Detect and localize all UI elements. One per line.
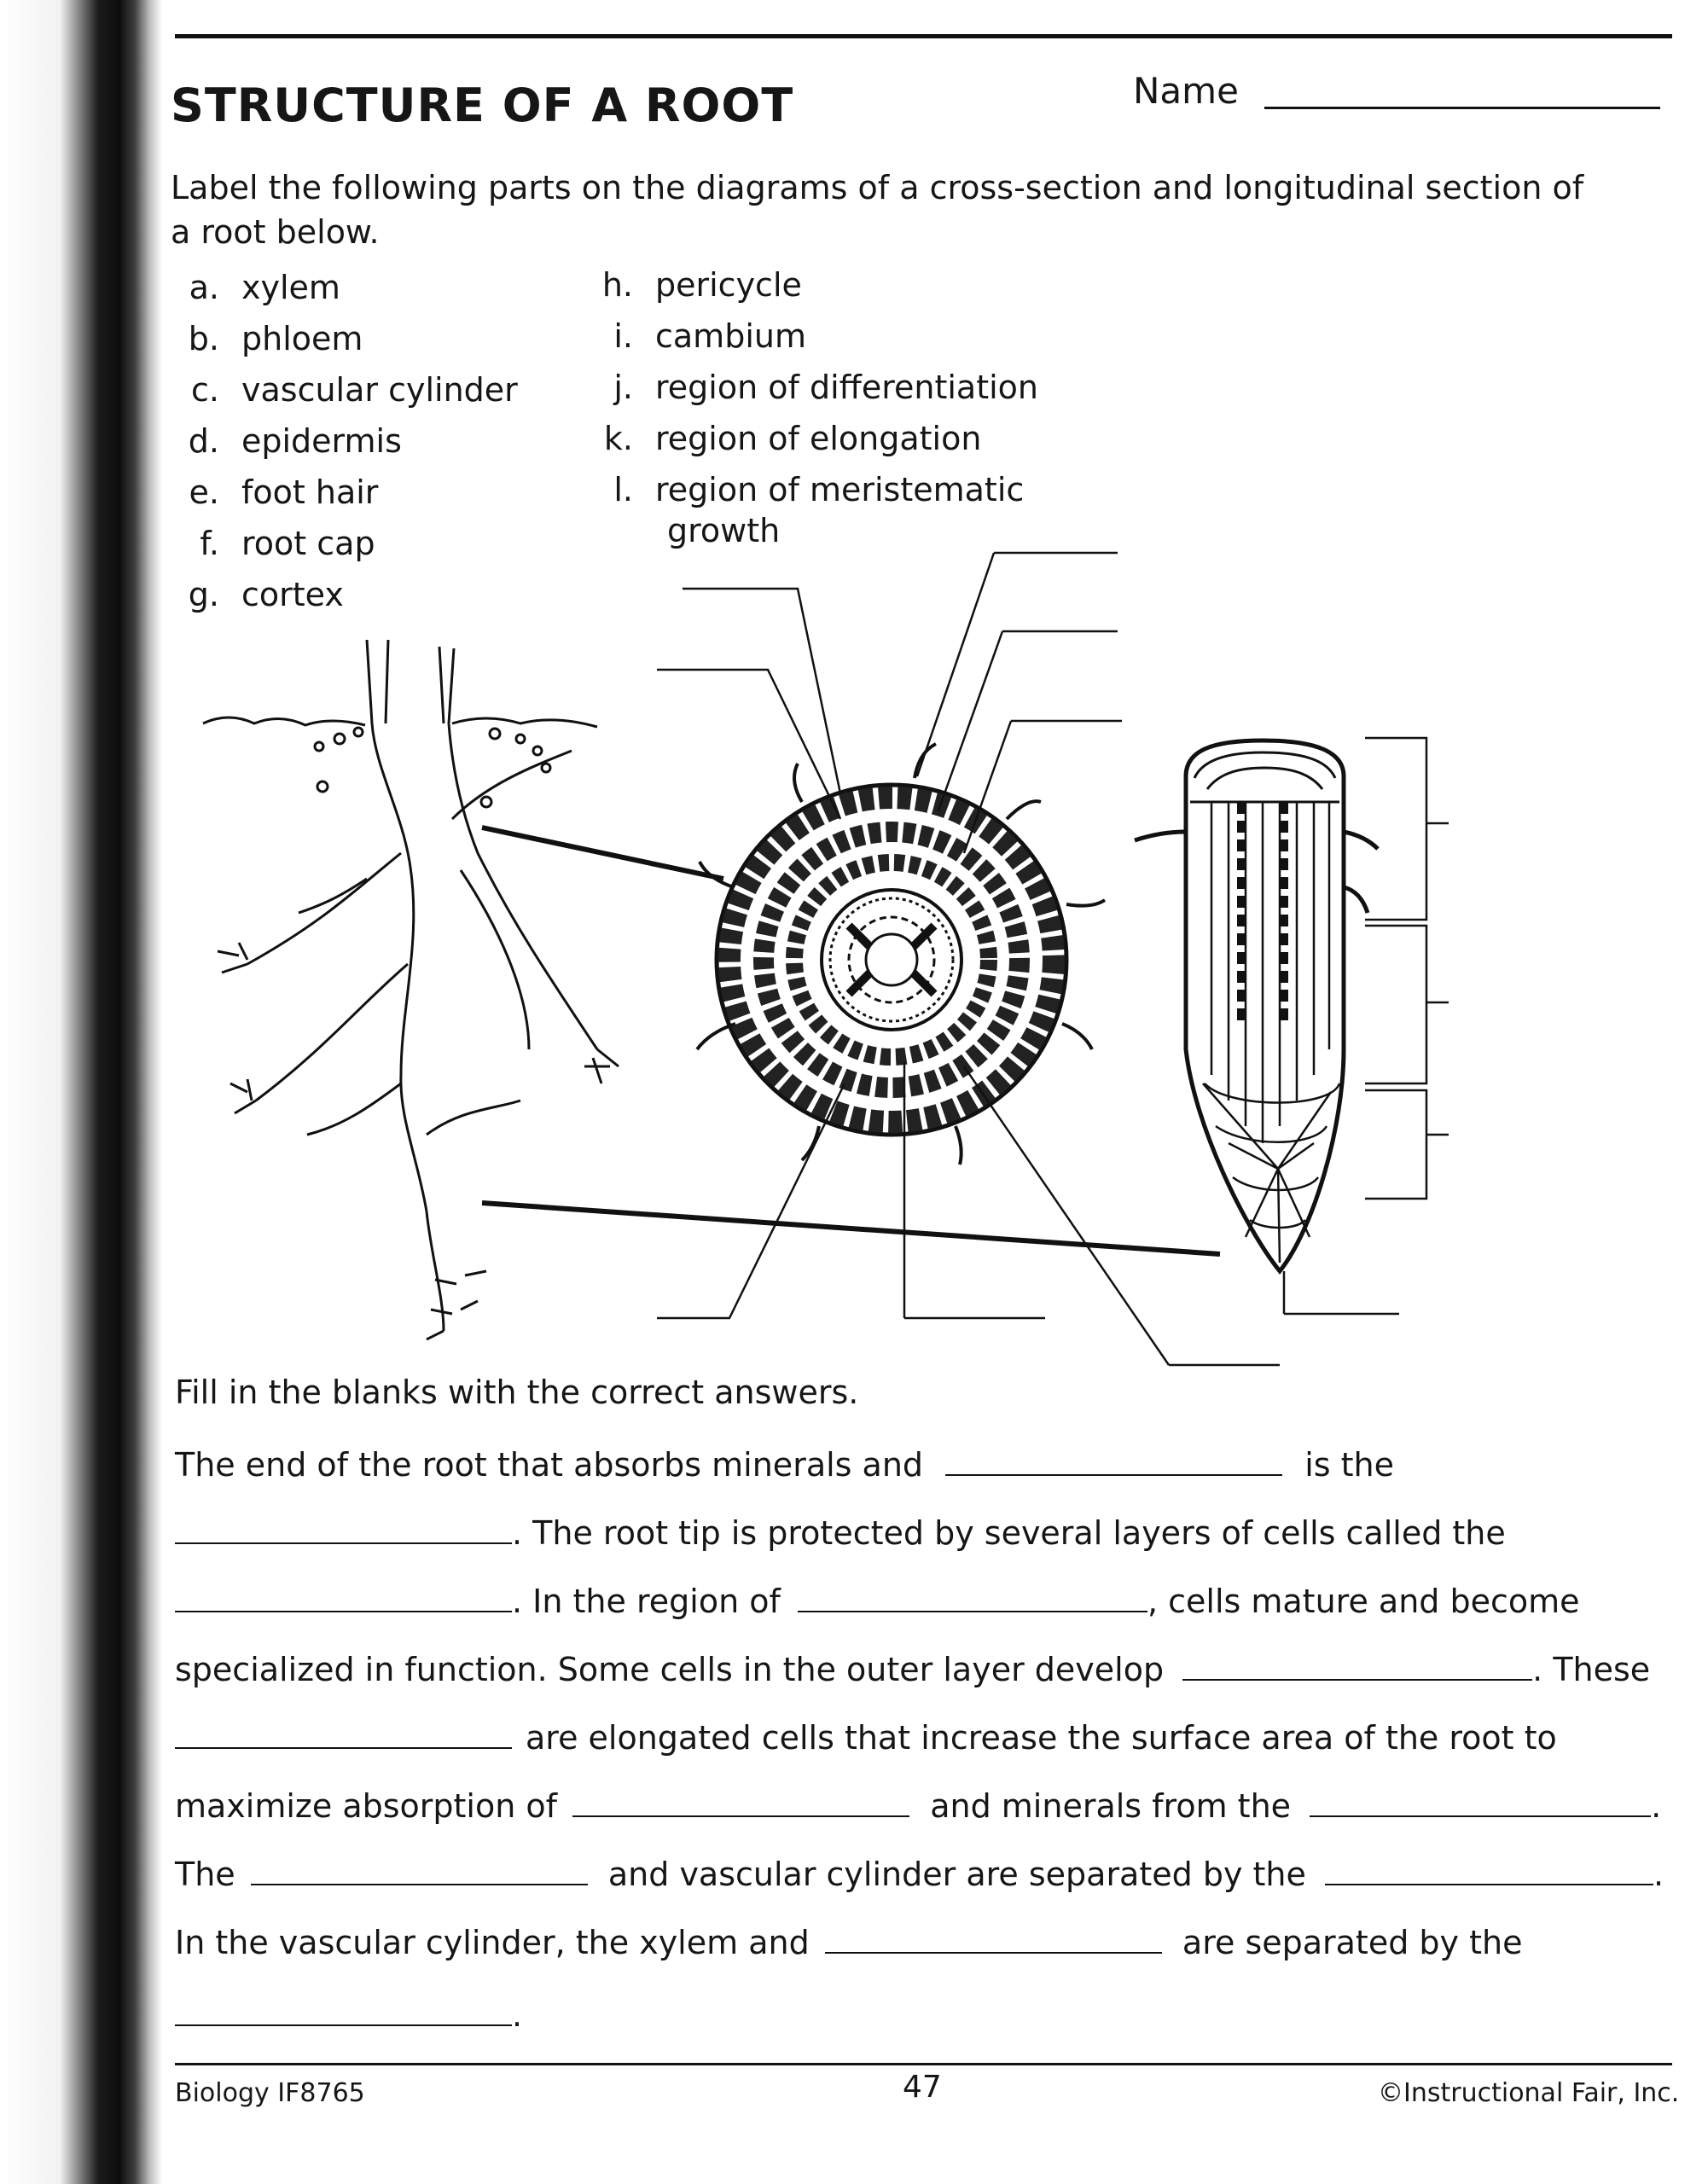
blank-11[interactable] <box>825 1926 1162 1954</box>
fill-in-line-3 <box>175 1583 1580 1620</box>
text: In the vascular cylinder, the xylem and <box>175 1924 810 1961</box>
fill-in-line-8 <box>175 1924 1522 1961</box>
connector-to-longitudinal <box>482 1203 1220 1254</box>
text: . In the region of <box>512 1583 781 1620</box>
fill-in-line-9 <box>175 1996 522 2034</box>
text: . These <box>1532 1651 1651 1688</box>
blank-9[interactable] <box>251 1858 588 1885</box>
text: is the <box>1304 1446 1395 1484</box>
fill-in-heading: Fill in the blanks with the correct answers. <box>175 1374 859 1411</box>
text: , cells mature and become <box>1147 1583 1580 1620</box>
text: and minerals from the <box>930 1787 1292 1825</box>
fill-in-line-1 <box>175 1446 1394 1484</box>
text: specialized in function. Some cells in the outer layer develop <box>175 1651 1165 1688</box>
blank-2[interactable] <box>175 1517 512 1544</box>
instructions-line-1: Label the following parts on the diagrams of a cross-section and longitudinal section of <box>171 169 1584 206</box>
text: maximize absorption of <box>175 1787 558 1825</box>
text: . <box>512 1996 523 2034</box>
blank-10[interactable] <box>1325 1858 1653 1885</box>
footer-book-code: Biology IF8765 <box>175 2078 365 2108</box>
connector-to-cross-section <box>482 828 723 879</box>
term-i: i. cambium <box>613 317 806 355</box>
longitudinal-section-drawing <box>1135 741 1378 1271</box>
text: are elongated cells that increase the surface area of the root to <box>526 1719 1557 1757</box>
text: . The root tip is protected by several layers of cells called the <box>512 1514 1506 1552</box>
blank-8[interactable] <box>1310 1790 1651 1817</box>
fill-in-line-6 <box>175 1787 1661 1825</box>
term-a: a. xylem <box>189 269 340 306</box>
blank-3[interactable] <box>175 1585 512 1612</box>
blank-6[interactable] <box>175 1722 512 1749</box>
text: . <box>1653 1856 1664 1893</box>
text: are separated by the <box>1182 1924 1523 1961</box>
footer-copyright: ©Instructional Fair, Inc. <box>1378 2078 1680 2108</box>
term-f: f. root cap <box>200 525 375 562</box>
fill-in-line-7 <box>175 1856 1664 1893</box>
term-g: g. cortex <box>188 576 344 613</box>
term-l: l. region of meristematic <box>613 471 1025 508</box>
whole-root-drawing <box>203 640 619 1339</box>
blank-4[interactable] <box>798 1585 1147 1612</box>
cross-section-drawing <box>697 744 1105 1165</box>
term-j: j. region of differentiation <box>613 369 1038 406</box>
footer-rule <box>175 2063 1672 2065</box>
fill-in-line-4 <box>175 1651 1650 1688</box>
text: . <box>1651 1787 1662 1825</box>
blank-1[interactable] <box>945 1449 1282 1476</box>
page-title: STRUCTURE OF A ROOT <box>171 78 794 132</box>
term-b: b. phloem <box>188 320 363 357</box>
blank-5[interactable] <box>1182 1653 1532 1681</box>
term-k: k. region of elongation <box>603 420 982 457</box>
instructions-line-2: a root below. <box>171 213 380 251</box>
fill-in-line-2 <box>175 1514 1506 1552</box>
term-e: e. foot hair <box>189 473 379 511</box>
blank-7[interactable] <box>572 1790 909 1817</box>
text: The end of the root that absorbs minerals and <box>175 1446 924 1484</box>
term-h: h. pericycle <box>601 266 802 304</box>
blank-12[interactable] <box>175 1999 512 2026</box>
page-number: 47 <box>903 2070 942 2105</box>
term-d: d. epidermis <box>188 422 402 460</box>
name-label: Name <box>1133 70 1239 112</box>
fill-in-line-5 <box>175 1719 1557 1757</box>
text: and vascular cylinder are separated by the <box>607 1856 1306 1893</box>
term-l-continued: growth <box>667 512 781 549</box>
term-c: c. vascular cylinder <box>191 371 518 409</box>
text: The <box>175 1856 235 1893</box>
